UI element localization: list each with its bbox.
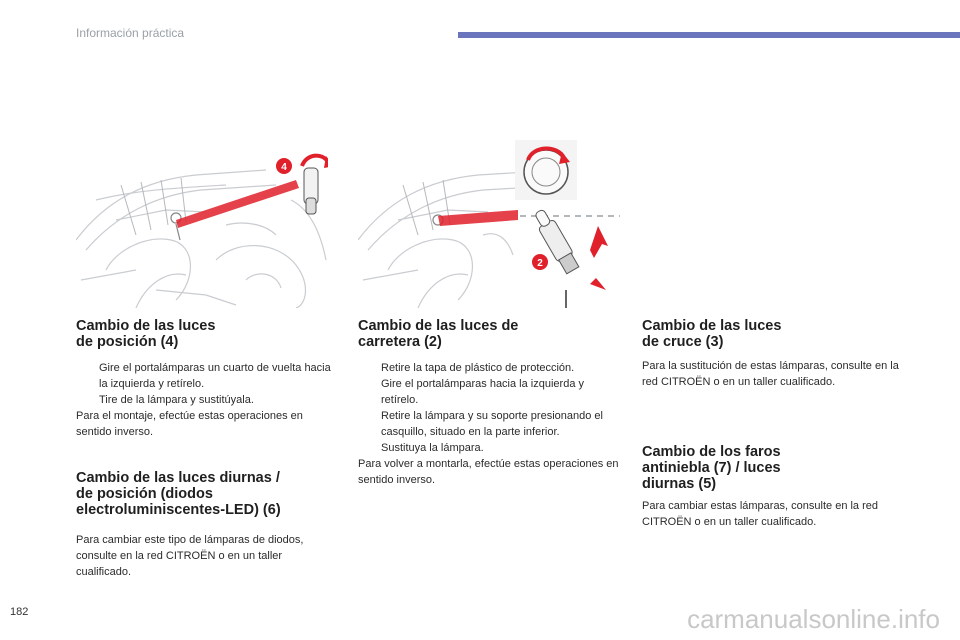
page-number: 182: [10, 606, 29, 618]
heading-line: Cambio de las luces: [76, 318, 216, 334]
bullet-item: Retire la lámpara y su soporte presionando el casquillo, situado en la parte inferior.: [381, 410, 603, 438]
heading-line: Cambio de las luces: [642, 318, 782, 334]
watermark: carmanualsonline.info: [687, 604, 940, 634]
heading-line: de posición (diodos: [76, 486, 213, 502]
bullet-item: Retire la tapa de plástico de protección.: [381, 362, 575, 374]
heading-position-lamps: [76, 318, 215, 350]
heading-line: diurnas (5): [642, 476, 717, 492]
heading-line: antiniebla (7) / luces: [642, 460, 781, 476]
heading-line: Cambio de las luces de: [358, 318, 519, 334]
bullet-item: Sustituya la lámpara.: [381, 442, 484, 454]
paragraph: Para el montaje, efectúe estas operaciones en sentido inverso.: [76, 410, 303, 438]
position-lamps-text: [76, 360, 336, 440]
illustration-high-beam: [358, 140, 620, 308]
fog-lights-text: [642, 498, 892, 530]
heading-high-beam: [358, 318, 518, 350]
heading-daytime-lights: [76, 470, 281, 518]
high-beam-drawing: [358, 140, 620, 308]
bullet-item: Gire el portalámparas hacia la izquierda y retírelo.: [381, 378, 584, 406]
heading-line: de cruce (3): [642, 334, 724, 350]
bullet-item: Gire el portalámparas un cuarto de vuelta hacia la izquierda y retírelo.: [99, 362, 331, 390]
illustration-position-lamp: [76, 140, 328, 308]
badge-4: 4: [281, 162, 287, 173]
paragraph: Para cambiar estas lámparas, consulte en la red CITROËN o en un taller cualificado.: [642, 500, 879, 528]
heading-low-beam: [642, 318, 781, 350]
heading-line: Cambio de los faros: [642, 444, 781, 460]
low-beam-text: [642, 358, 904, 390]
paragraph: Para la sustitución de estas lámparas, consulte en la red CITROËN o en un taller cualificado.: [642, 360, 899, 388]
heading-fog-lights: [642, 444, 781, 492]
page-header-title: Información práctica: [76, 26, 185, 40]
heading-line: carretera (2): [358, 334, 442, 350]
heading-line: de posición (4): [76, 334, 179, 350]
bullet-item: Tire de la lámpara y sustitúyala.: [99, 394, 254, 406]
header-accent-bar: [458, 32, 960, 38]
paragraph: Para volver a montarla, efectúe estas operaciones en sentido inverso.: [358, 458, 619, 486]
heading-line: Cambio de las luces diurnas /: [76, 470, 280, 486]
heading-line: electroluminiscentes-LED) (6): [76, 502, 281, 518]
daytime-lights-text: [76, 532, 338, 580]
position-lamp-drawing: [76, 140, 328, 308]
high-beam-text: [358, 360, 622, 488]
badge-2: 2: [537, 258, 543, 269]
paragraph: Para cambiar este tipo de lámparas de diodos, consulte en la red CITROËN o en un taller cualificado.: [76, 534, 304, 578]
